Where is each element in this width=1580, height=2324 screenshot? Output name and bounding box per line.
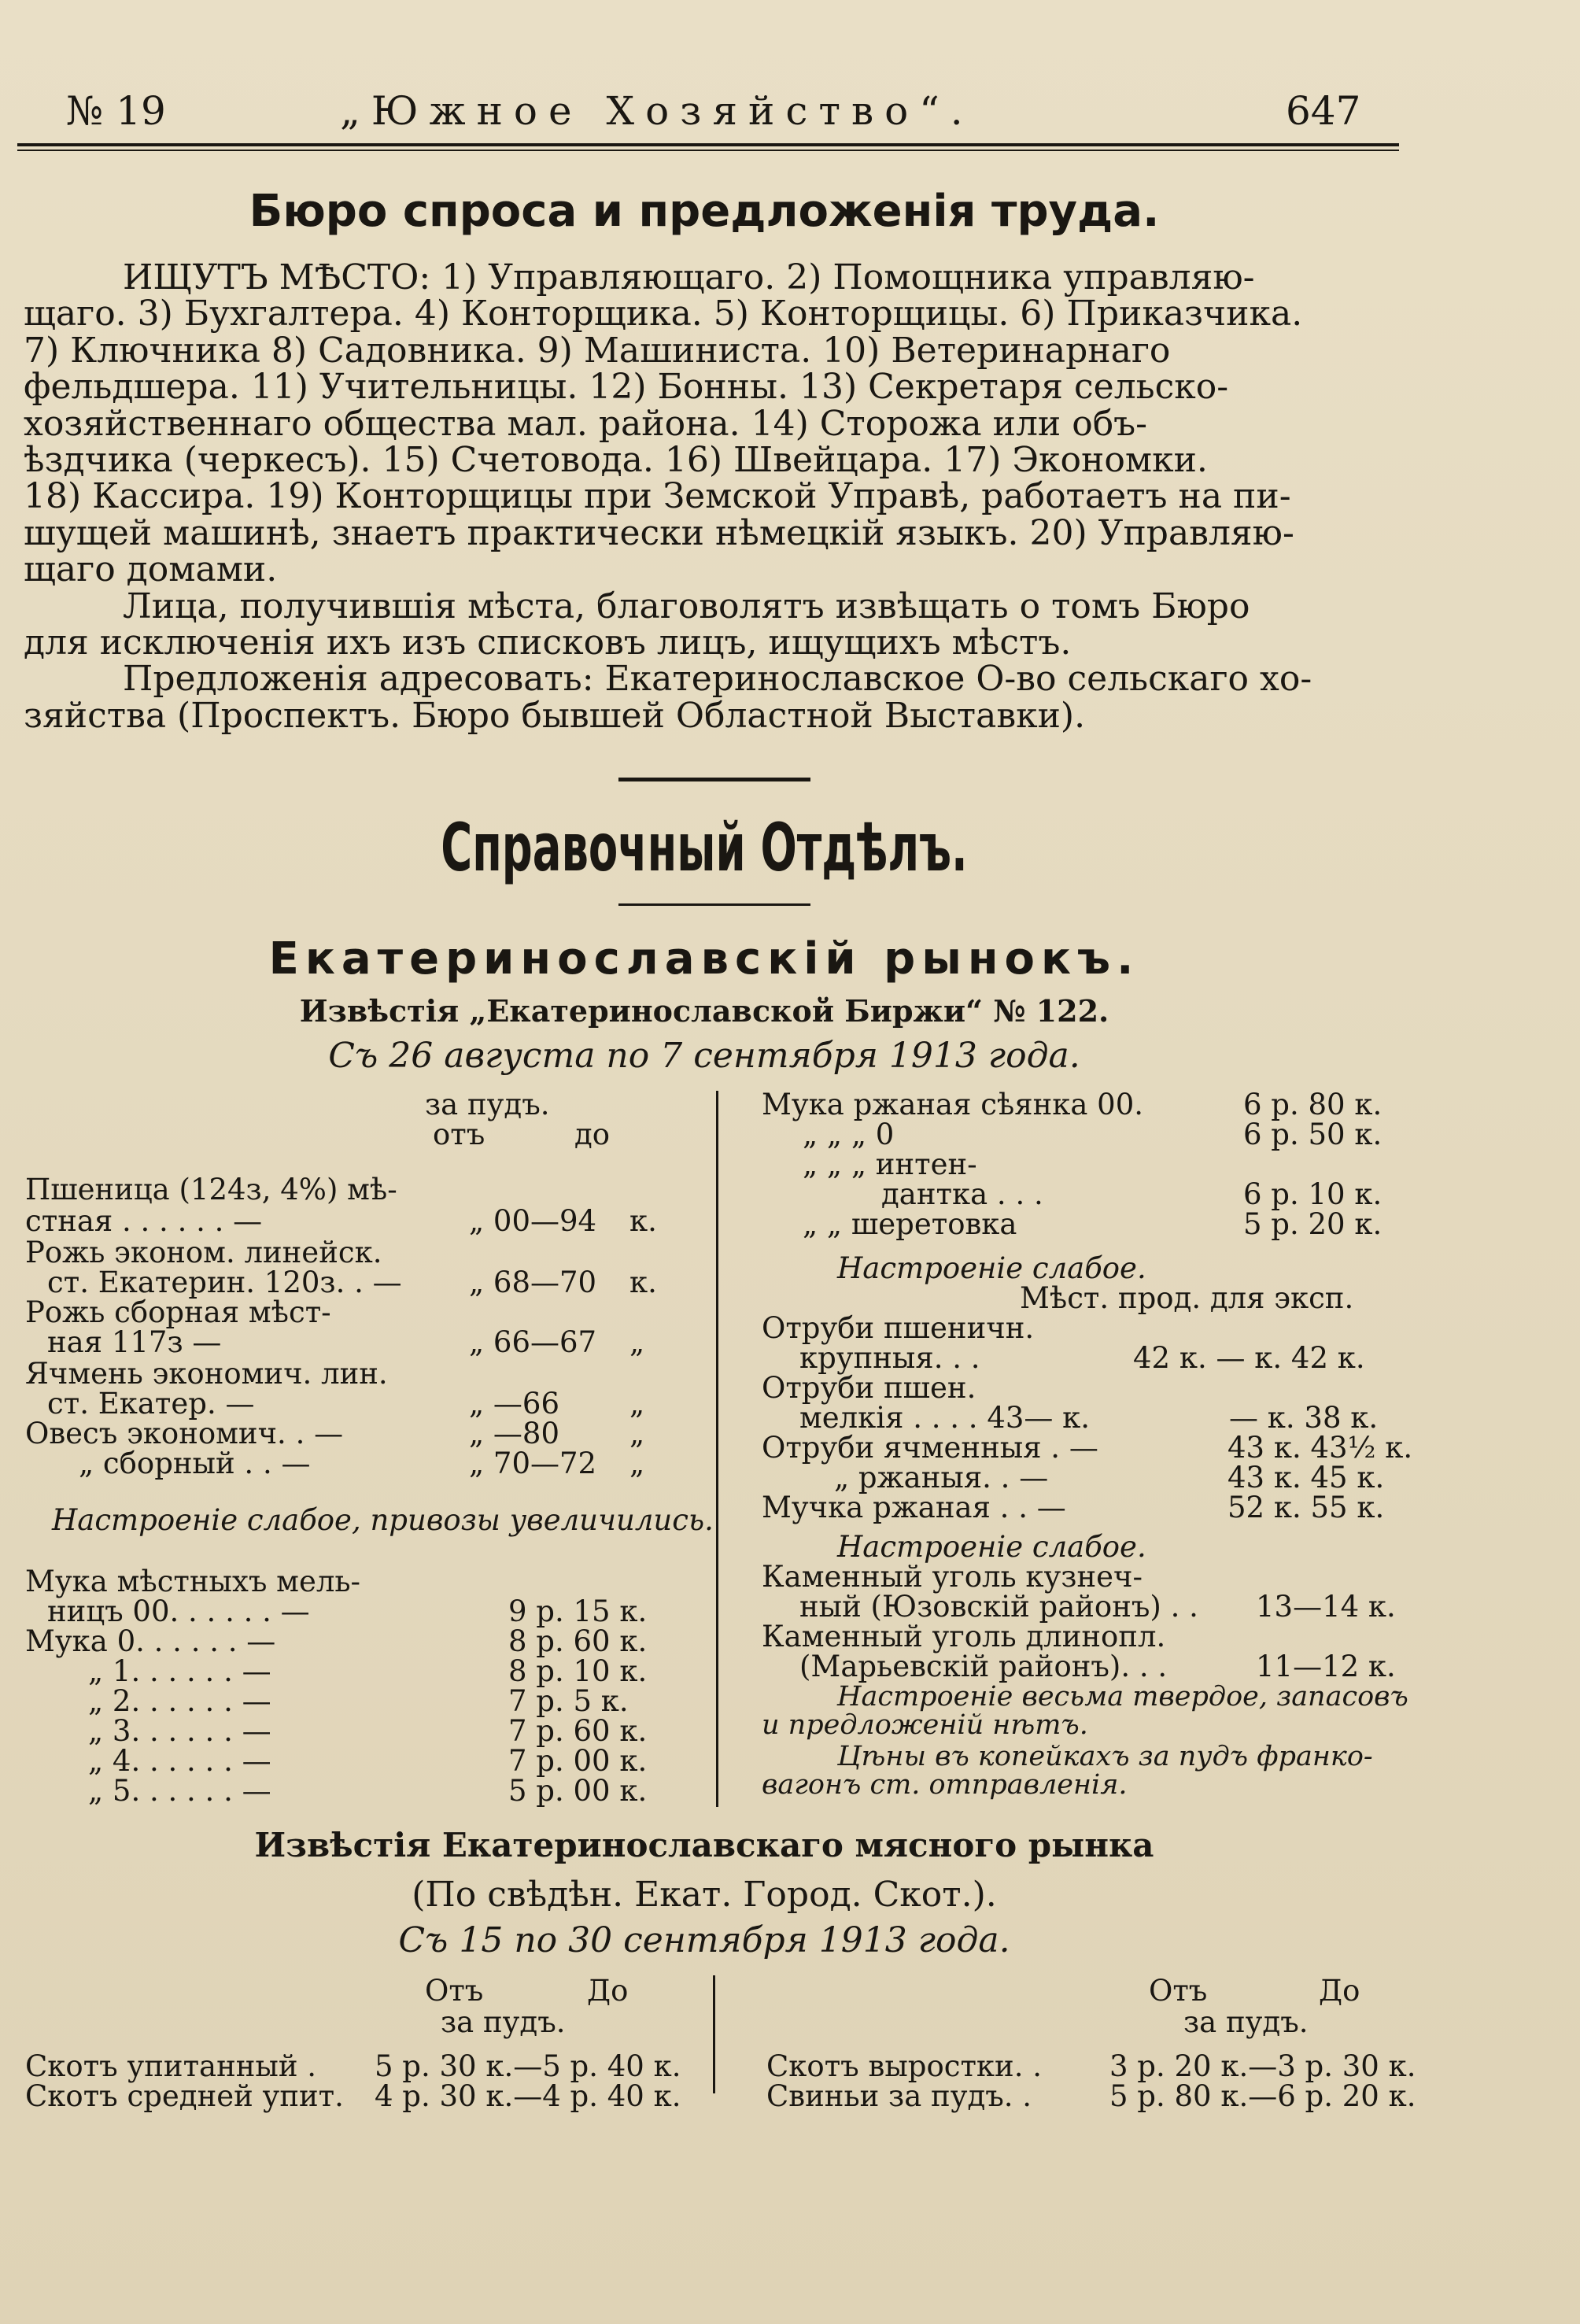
meat-title: Извѣстія Екатеринославскаго мясного рынка — [254, 1826, 1154, 1864]
journal-title: „Южное Хозяйство“. — [340, 88, 974, 134]
grain-line: Пшеница (124з, 4%) мѣ- — [25, 1173, 397, 1206]
line: ѣздчика (черкесъ). 15) Счетовода. 16) Швейцара. 17) Экономки. — [24, 440, 1208, 481]
rye-name: „ „ „ 0 — [803, 1118, 895, 1151]
col-za-pud: за пудъ. — [425, 1088, 550, 1121]
meat-col-do: До — [1319, 1974, 1360, 2008]
grain-price: „ 70—72 — [469, 1446, 597, 1480]
flour-price: 7 р. 60 к. — [508, 1714, 648, 1748]
grain-unit: к. — [629, 1265, 657, 1299]
coal-line: ный (Юзовскій районъ) . . — [799, 1590, 1198, 1624]
rye-price: 6 р. 10 к. — [1243, 1177, 1382, 1211]
line: шущей машинѣ, знаетъ практически нѣмецкій языкъ. 20) Управляю- — [24, 512, 1294, 553]
meat-name: Свиньи за пудъ. . — [766, 2079, 1032, 2113]
rye-name: дантка . . . — [881, 1177, 1043, 1211]
bran-price: — к. 38 к. — [1229, 1401, 1379, 1435]
flour-name: „ 1. . . . . . — — [88, 1654, 271, 1688]
price-note: Цѣны въ копейкахъ за пудъ франко- — [837, 1741, 1373, 1772]
meat-period: Съ 15 по 30 сентября 1913 года. — [398, 1920, 1010, 1960]
meat-col-za-pud: за пудъ. — [441, 2005, 566, 2039]
coal-mood: и предложеній нѣтъ. — [762, 1709, 1088, 1741]
meat-source: (По свѣдѣн. Екат. Город. Скот.). — [412, 1875, 997, 1915]
coal-line: Каменный уголь кузнеч- — [762, 1560, 1143, 1594]
grain-line: стная . . . . . . — — [25, 1204, 263, 1238]
meat-col-do: До — [587, 1974, 629, 2008]
labor-bureau-text — [24, 257, 1405, 736]
issue-number: № 19 — [66, 88, 166, 134]
meat-price: 5 р. 30 к.—5 р. 40 к. — [375, 2049, 681, 2083]
meat-price: 5 р. 80 к.—6 р. 20 к. — [1109, 2079, 1416, 2113]
bran-mood: Настроеніе слабое. — [837, 1530, 1146, 1564]
bran-price: 43 к. 43½ к. — [1227, 1431, 1413, 1465]
flour-price: 8 р. 60 к. — [508, 1624, 648, 1658]
grain-mood: Настроеніе слабое, привозы увеличились. — [52, 1503, 714, 1537]
rye-name: „ „ шеретовка — [803, 1207, 1017, 1241]
divider — [618, 903, 810, 906]
grain-line: ная 117з — — [47, 1325, 222, 1359]
price-note: вагонъ ст. отправленія. — [762, 1769, 1128, 1801]
bran-line: Отруби пшен. — [762, 1371, 976, 1405]
meat-name: Скотъ упитанный . — [25, 2049, 317, 2083]
grain-price: „ 00—94 — [469, 1204, 597, 1238]
grain-unit: „ — [629, 1387, 645, 1421]
line: 18) Кассира. 19) Конторщицы при Земской Управѣ, работаетъ на пи- — [24, 476, 1291, 517]
bran-line: „ ржаныя. . — — [834, 1461, 1049, 1495]
flour-price: 5 р. 00 к. — [508, 1774, 648, 1808]
grain-line: Овесъ экономич. . — — [25, 1417, 344, 1450]
divider — [618, 778, 810, 781]
bran-header: Мѣст. прод. для эксп. — [1020, 1281, 1354, 1315]
coal-mood: Настроеніе весьма твердое, запасовъ — [837, 1681, 1408, 1713]
grain-line: ст. Екатер. — — [47, 1387, 255, 1421]
col-do: до — [574, 1118, 611, 1151]
line: 7) Ключника 8) Садовника. 9) Машиниста. 10) Ветеринарнаго — [24, 330, 1171, 371]
rye-mood: Настроеніе слабое. — [837, 1251, 1146, 1285]
flour-price: 7 р. 00 к. — [508, 1744, 648, 1778]
flour-price: 9 р. 15 к. — [508, 1594, 648, 1628]
rye-name: „ „ „ интен- — [803, 1147, 977, 1181]
rye-price: 5 р. 20 к. — [1243, 1207, 1382, 1241]
meat-column-divider — [713, 1975, 715, 2093]
meat-col-ot: Отъ — [1149, 1974, 1208, 2008]
grain-unit: „ — [629, 1325, 645, 1359]
meat-col-za-pud: за пудъ. — [1183, 2005, 1309, 2039]
grain-line: Рожь сборная мѣст- — [25, 1295, 331, 1329]
rye-price: 6 р. 80 к. — [1243, 1088, 1382, 1121]
flour-name: „ 3. . . . . . — — [88, 1714, 271, 1748]
market-source: Извѣстія „Екатеринославской Биржи“ № 122. — [299, 993, 1109, 1029]
col-ot: отъ — [433, 1118, 485, 1151]
flour-name: „ 5. . . . . . — — [88, 1774, 271, 1808]
bran-line: Мучка ржаная . . — — [762, 1491, 1066, 1524]
bran-price: 43 к. 45 к. — [1227, 1461, 1385, 1495]
reference-title: Справочный Отдѣлъ. — [441, 809, 968, 886]
column-divider — [716, 1091, 718, 1807]
header-rule-bottom — [17, 150, 1399, 151]
line: щаго домами. — [24, 549, 278, 590]
meat-name: Скотъ выростки. . — [766, 2049, 1042, 2083]
labor-bureau-title: Бюро спроса и предложенія труда. — [249, 186, 1160, 237]
flour-price: 7 р. 5 к. — [508, 1684, 629, 1718]
grain-unit: „ — [629, 1446, 645, 1480]
line: зяйства (Проспектъ. Бюро бывшей Областной Выставки). — [24, 695, 1086, 736]
header-rule-top — [17, 143, 1399, 146]
page-number: 647 — [1286, 88, 1361, 134]
line: Предложенія адресовать: Екатеринославское О-во сельскаго хо- — [123, 659, 1312, 700]
market-title: Екатеринославскій рынокъ. — [268, 933, 1140, 985]
grain-line: Рожь эконом. линейск. — [25, 1236, 382, 1269]
bran-line: крупныя. . . — [799, 1341, 980, 1375]
line: щаго. 3) Бухгалтера. 4) Конторщика. 5) Конторщицы. 6) Приказчика. — [24, 294, 1303, 334]
grain-unit: к. — [629, 1204, 657, 1238]
line: ИЩУТЪ МѢСТО: 1) Управляющаго. 2) Помощника управляю- — [123, 257, 1255, 297]
meat-col-ot: Отъ — [425, 1974, 484, 2008]
line: хозяйственнаго общества мал. района. 14) Сторожа или объ- — [24, 403, 1148, 444]
grain-price: „ —66 — [469, 1387, 560, 1421]
grain-line: Ячмень экономич. лин. — [25, 1357, 388, 1391]
rye-name: Мука ржаная сѣянка 00. — [762, 1088, 1144, 1121]
bran-price: 52 к. 55 к. — [1227, 1491, 1385, 1524]
line: Лица, получившія мѣста, благоволятъ извѣщать о томъ Бюро — [123, 586, 1250, 626]
flour-header: Мука мѣстныхъ мель- — [25, 1565, 360, 1598]
coal-line: (Марьевскій районъ). . . — [799, 1650, 1168, 1683]
grain-price: „ —80 — [469, 1417, 560, 1450]
bran-price: 42 к. — к. 42 к. — [1133, 1341, 1365, 1375]
flour-name: „ 2. . . . . . — — [88, 1684, 271, 1718]
coal-line: Каменный уголь длинопл. — [762, 1620, 1166, 1653]
grain-unit: „ — [629, 1417, 645, 1450]
rye-price: 6 р. 50 к. — [1243, 1118, 1382, 1151]
bran-line: Отруби пшеничн. — [762, 1311, 1035, 1345]
meat-price: 3 р. 20 к.—3 р. 30 к. — [1109, 2049, 1416, 2083]
coal-price: 13—14 к. — [1256, 1590, 1396, 1624]
coal-price: 11—12 к. — [1256, 1650, 1396, 1683]
line: фельдшера. 11) Учительницы. 12) Бонны. 13) Секретаря сельско- — [24, 367, 1229, 408]
grain-price: „ 68—70 — [469, 1265, 597, 1299]
grain-line: „ сборный . . — — [79, 1446, 311, 1480]
grain-line: ст. Екатерин. 120з. . — — [47, 1265, 402, 1299]
flour-name: „ 4. . . . . . — — [88, 1744, 271, 1778]
line: для исключенія ихъ изъ списковъ лицъ, ищущихъ мѣстъ. — [24, 623, 1072, 663]
bran-line: Отруби ячменныя . — — [762, 1431, 1098, 1465]
flour-name: Мука 0. . . . . . — — [25, 1624, 276, 1658]
grain-price: „ 66—67 — [469, 1325, 597, 1359]
meat-name: Скотъ средней упит. — [25, 2079, 344, 2113]
flour-price: 8 р. 10 к. — [508, 1654, 648, 1688]
bran-line: мелкія . . . . 43— к. — [799, 1401, 1091, 1435]
meat-price: 4 р. 30 к.—4 р. 40 к. — [375, 2079, 681, 2113]
flour-name: ницъ 00. . . . . . — — [47, 1594, 310, 1628]
market-period: Съ 26 августа по 7 сентября 1913 года. — [328, 1036, 1080, 1076]
